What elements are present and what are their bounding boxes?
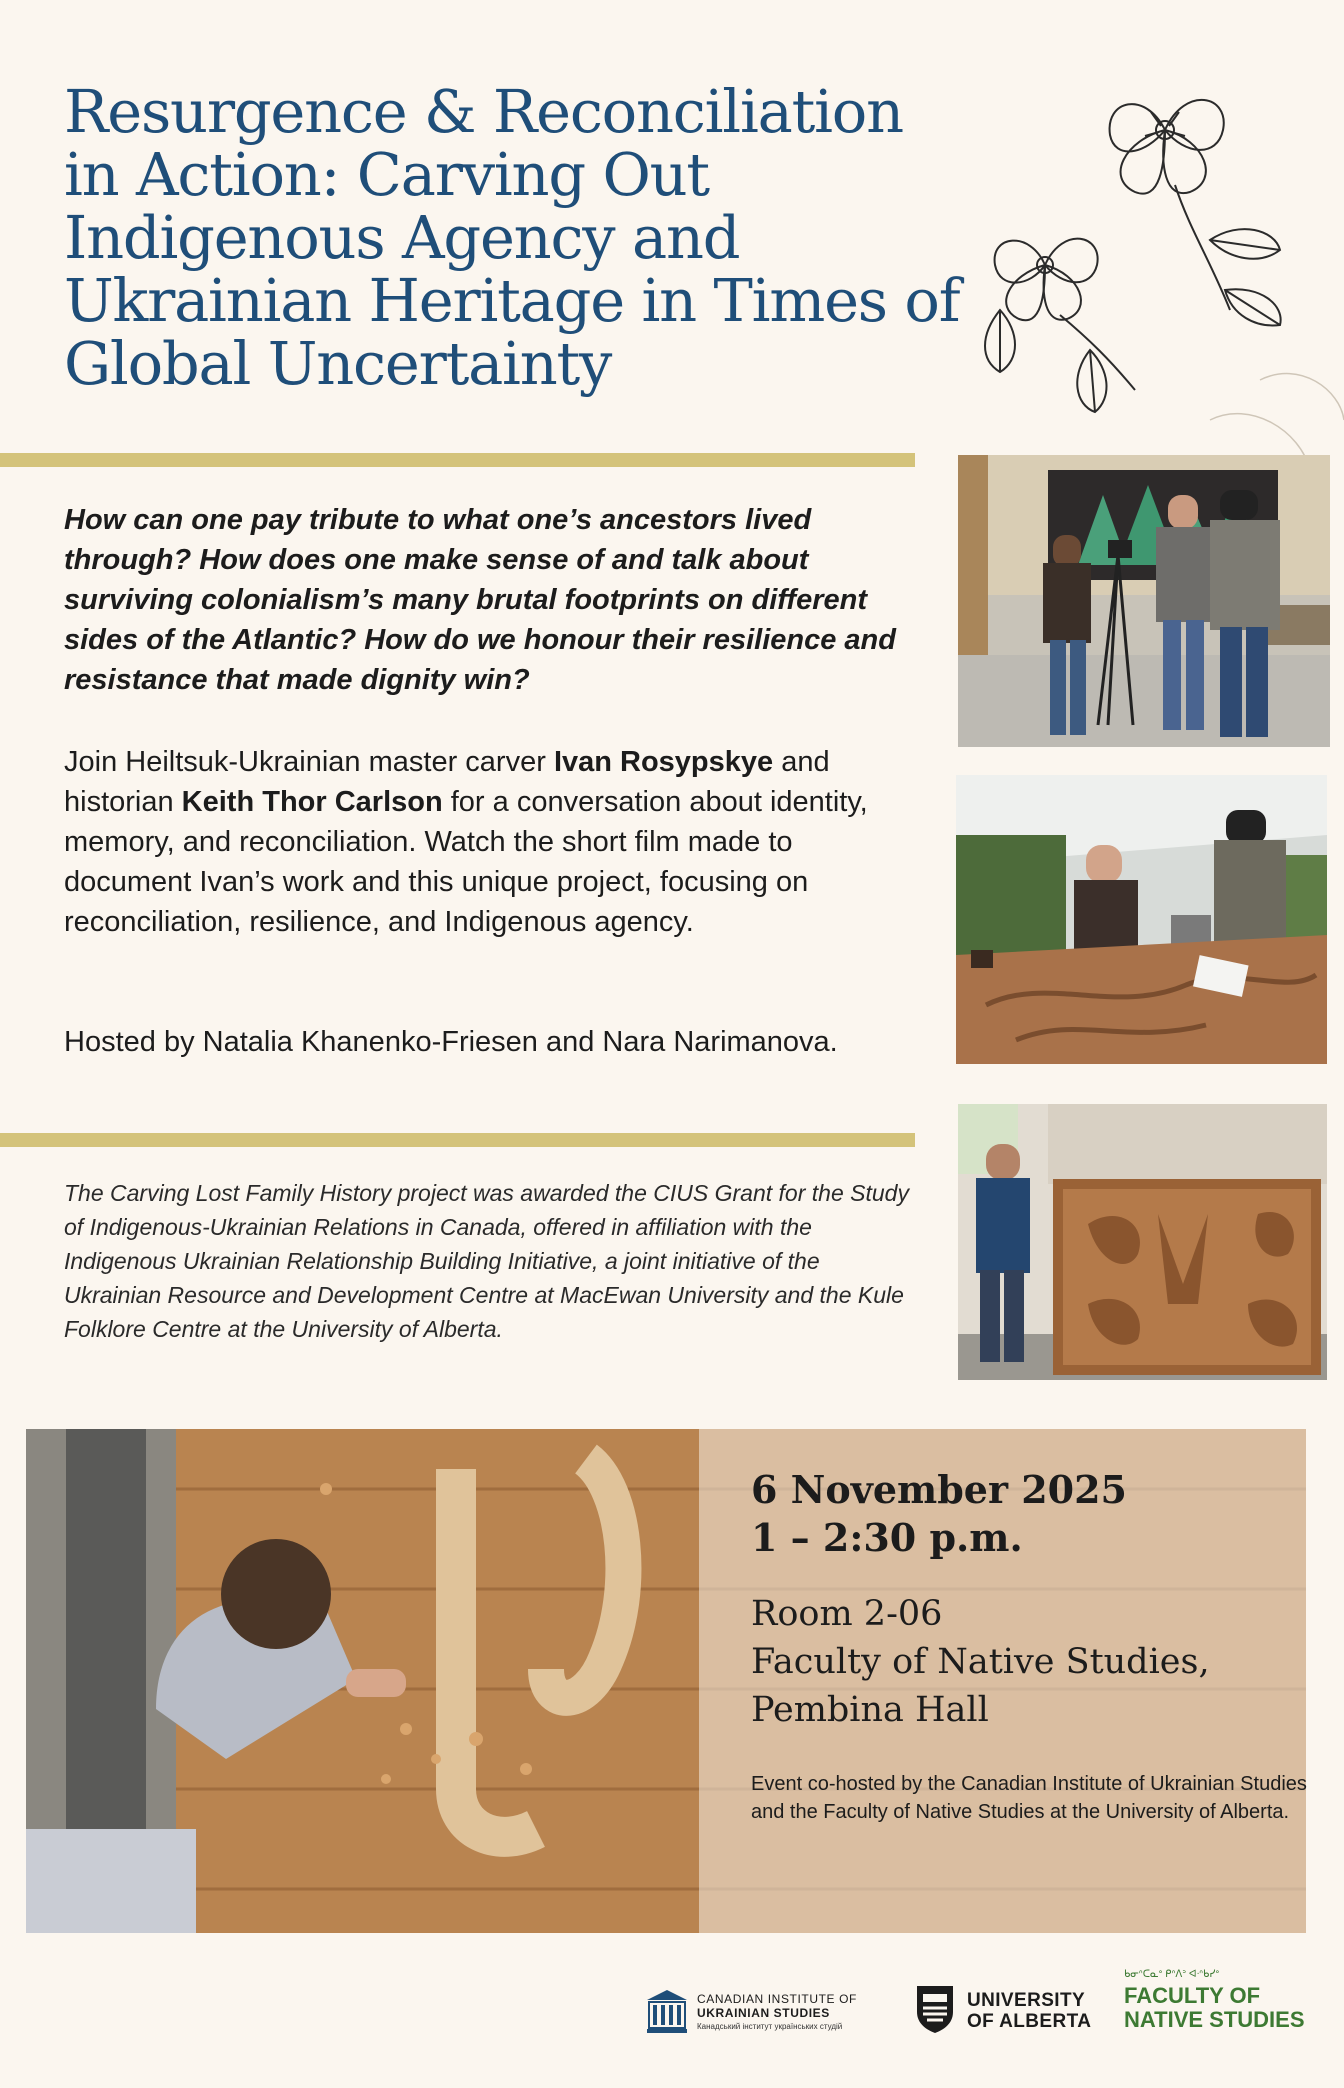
cius-building-icon	[645, 1988, 689, 2034]
middle-divider	[0, 1133, 915, 1147]
event-datetime	[751, 1466, 1311, 1562]
grant-note: The Carving Lost Family History project was awarded the CIUS Grant for the Study of Indigenous-Ukrainian Relations in Canada, offered in affiliation with the Indigenous Ukrainian Relationship Building Initiative, a joint initiative of the Ukrainian Resource and Development Centre at MacEwan University and the Kule Folklore Centre at the University of Alberta.	[64, 1180, 909, 1342]
cius-logo	[645, 1986, 885, 2036]
top-divider	[0, 453, 915, 467]
photo-carving-table-tent	[956, 775, 1327, 1064]
cius-line-1: CANADIAN INSTITUTE OF	[697, 1992, 857, 2006]
event-cohost-note: Event co-hosted by the Canadian Institute of Ukrainian Studies and the Faculty of Native Studies at the University of Alberta.	[751, 1773, 1307, 1823]
event-venue-line-1: Faculty of Native Studies,	[751, 1642, 1210, 1682]
intro-questions: How can one pay tribute to what one’s ancestors lived through? How does one make sense of and talk about surviving colonialism’s many brutal footprints on different sides of the Atlantic? How do we honour their resilience and resistance that made dignity win?	[64, 504, 896, 696]
ua-line-2: OF ALBERTA	[967, 2011, 1092, 2032]
university-of-alberta-logo	[915, 1984, 1105, 2036]
event-details	[751, 1466, 1311, 1826]
wild-rose-illustration-icon	[960, 60, 1344, 480]
poster-title: Resurgence & Reconciliation in Action: Carving Out Indigenous Agency and Ukrainian Heritage in Times of Global Uncertainty	[64, 77, 960, 398]
carver-name: Ivan Rosypskye	[553, 746, 774, 778]
cius-line-2: UKRAINIAN STUDIES	[697, 2006, 830, 2020]
photo-carver-with-panel	[958, 1104, 1327, 1380]
photo-three-men-camera	[958, 455, 1330, 747]
ua-shield-icon	[915, 1984, 955, 2034]
description-part-1: Join Heiltsuk-Ukrainian master carver	[64, 746, 554, 778]
fns-syllabics: ᑲᓂᐢᑕᓇᐤ ᑭᐢᐱᐣ ᐊᐧᐢᑲᓯᐤ	[1124, 1969, 1220, 1980]
event-description	[64, 742, 904, 942]
event-date: 6 November 2025	[751, 1467, 1127, 1512]
fns-line-2: NATIVE STUDIES	[1124, 2007, 1305, 2032]
event-room: Room 2-06	[751, 1594, 943, 1634]
hosted-by: Hosted by Natalia Khanenko-Friesen and Nara Narimanova.	[64, 1026, 838, 1058]
historian-name: Keith Thor Carlson	[181, 786, 443, 818]
faculty-of-native-studies-logo	[1124, 1968, 1324, 2038]
event-location	[751, 1590, 1311, 1734]
cius-line-3: Канадський інститут українських студій	[697, 2022, 843, 2031]
event-venue-line-2: Pembina Hall	[751, 1690, 989, 1730]
description-part-3: for a conversation about identity, memory, and reconciliation. Watch the short film made to document Ivan’s work and this unique project, focusing on reconciliation, resilience, and Indigenous agency.	[64, 786, 868, 938]
description-part-2: and historian	[64, 746, 830, 818]
fns-line-1: FACULTY OF	[1124, 1983, 1261, 2008]
ua-line-1: UNIVERSITY	[967, 1990, 1086, 2011]
event-time: 1 – 2:30 p.m.	[751, 1515, 1023, 1560]
